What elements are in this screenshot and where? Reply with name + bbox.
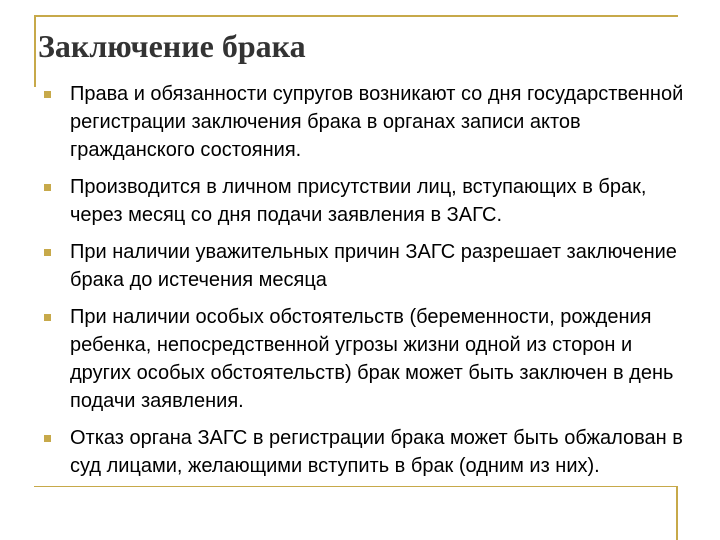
square-bullet-icon	[44, 249, 51, 256]
square-bullet-icon	[44, 314, 51, 321]
list-item-text: Отказ органа ЗАГС в регистрации брака может быть обжалован в суд лицами, желающими вступить в брак (одним из них).	[70, 427, 683, 477]
list-item	[40, 238, 690, 294]
bullet-list	[40, 80, 690, 489]
bottom-right-rule	[676, 486, 678, 540]
square-bullet-icon	[44, 184, 51, 191]
left-rule	[34, 15, 36, 87]
top-rule	[34, 15, 678, 17]
list-item	[40, 303, 690, 415]
square-bullet-icon	[44, 91, 51, 98]
square-bullet-icon	[44, 435, 51, 442]
list-item	[40, 424, 690, 480]
slide-title: Заключение брака	[38, 28, 306, 64]
list-item-text: Производится в личном присутствии лиц, вступающих в брак, через месяц со дня подачи заявления в ЗАГС.	[70, 176, 647, 226]
list-item-text: Права и обязанности супругов возникают со дня государственной регистрации заключения брака в органах записи актов гражданского состояния.	[70, 83, 684, 161]
list-item-text: При наличии уважительных причин ЗАГС разрешает заключение брака до истечения месяца	[70, 241, 677, 291]
list-item-text: При наличии особых обстоятельств (беременности, рождения ребенка, непосредственной угрозы жизни одной из сторон и других особых обстоятельств) брак может быть заключен в день подачи заявления.	[70, 306, 674, 412]
list-item	[40, 80, 690, 164]
list-item	[40, 173, 690, 229]
